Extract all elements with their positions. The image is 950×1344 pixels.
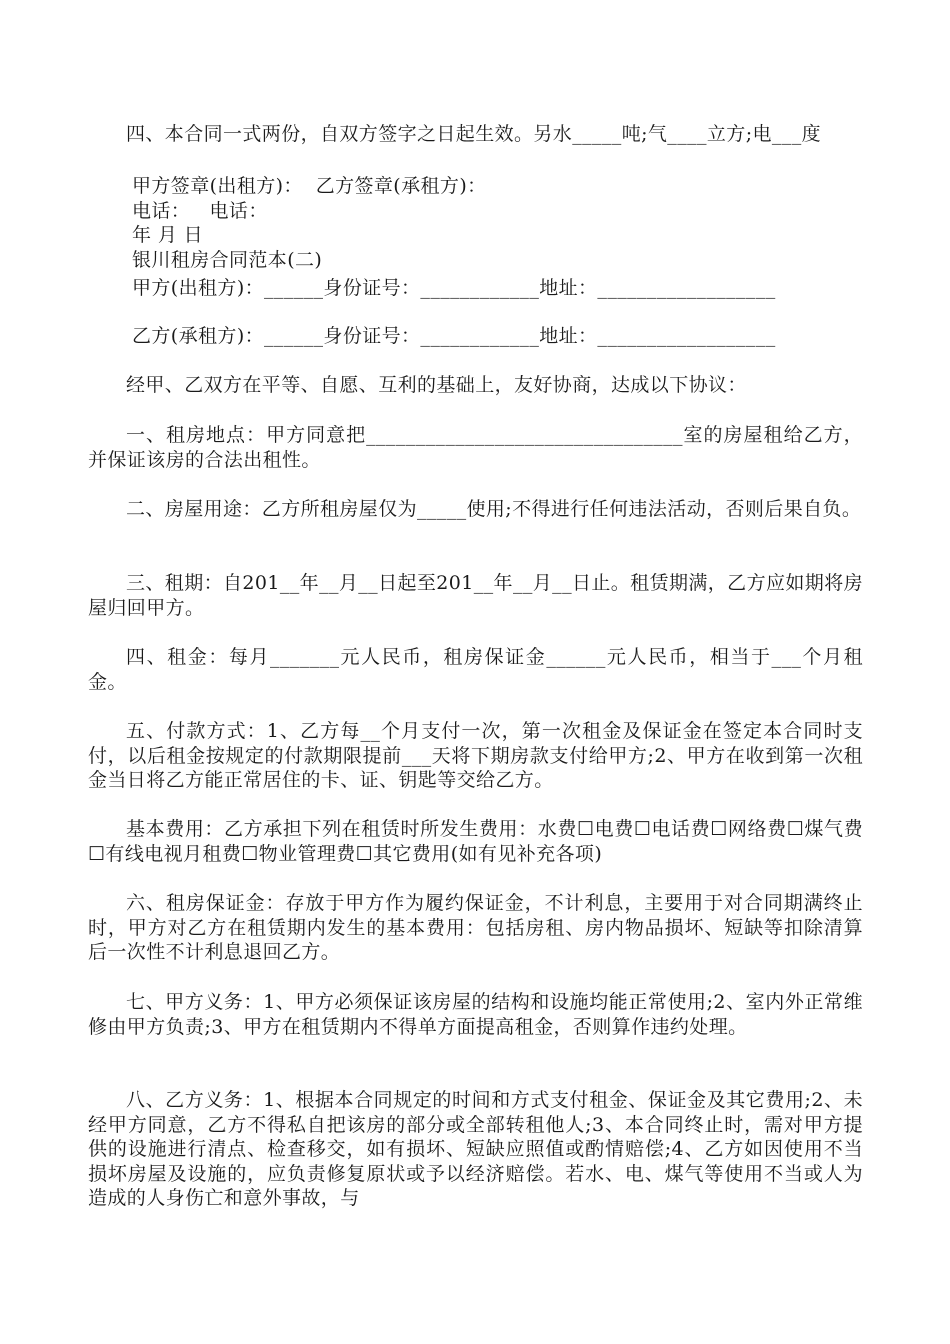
party-b-line: 乙方(承租方)：______身份证号：____________地址：__________________ [132,325,776,347]
party-a-line: 甲方(出租方)：______身份证号：____________地址：__________________ [132,277,776,299]
clause-4-effect: 四、本合同一式两份，自双方签字之日起生效。另水_____吨;气____立方;电___度 [126,123,822,145]
clause-basic-fees: 基本费用：乙方承担下列在租赁时所发生费用：水费☐电费☐电话费☐网络费☐煤气费☐有线电视月租费☐物业管理费☐其它费用(如有见补充各项) [88,818,863,865]
document-title: 银川租房合同范本(二) [132,249,323,271]
clause-3-term: 三、租期：自201__年__月__日起至201__年__月__日止。租赁期满，乙方应如期将房屋归回甲方。 [88,572,863,619]
clause-4-rent: 四、租金：每月_______元人民币，租房保证金______元人民币，相当于___个月租金。 [88,646,863,693]
clause-6-deposit: 六、租房保证金：存放于甲方作为履约保证金，不计利息，主要用于对合同期满终止时，甲方对乙方在租赁期内发生的基本费用：包括房租、房内物品损坏、短缺等扣除清算后一次性不计利息退回乙方。 [88,892,863,963]
clause-7-party-a-duties: 七、甲方义务：1、甲方必须保证该房屋的结构和设施均能正常使用;2、室内外正常维修由甲方负责;3、甲方在租赁期内不得单方面提高租金，否则算作违约处理。 [88,991,863,1038]
clause-5-payment: 五、付款方式：1、乙方每__个月支付一次，第一次租金及保证金在签定本合同时支付，以后租金按规定的付款期限提前___天将下期房款支付给甲方;2、甲方在收到第一次租金当日将乙方能正常居住的卡、证、钥匙等交给乙方。 [88,720,863,791]
clause-8-party-b-duties: 八、乙方义务：1、根据本合同规定的时间和方式支付租金、保证金及其它费用;2、未经甲方同意，乙方不得私自把该房的部分或全部转租他人;3、本合同终止时，需对甲方提供的设施进行清点、检查移交，如有损坏、短缺应照值或酌情赔偿;4、乙方如因使用不当损坏房屋及设施的，应负责修复原状或予以经济赔偿。若水、电、煤气等使用不当或人为造成的人身伤亡和意外事故，与 [88,1089,863,1209]
signature-line: 甲方签章(出租方)： 乙方签章(承租方)： [132,175,487,197]
intro-paragraph: 经甲、乙双方在平等、自愿、互利的基础上，友好协商，达成以下协议： [126,374,747,396]
clause-2-usage: 二、房屋用途：乙方所租房屋仅为_____使用;不得进行任何违法活动，否则后果自负。 [126,498,862,520]
phone-line: 电话： 电话： [132,200,268,222]
date-line: 年 月 日 [132,224,204,246]
clause-1-location: 一、租房地点：甲方同意把________________________________室的房屋租给乙方，并保证该房的合法出租性。 [88,424,863,471]
